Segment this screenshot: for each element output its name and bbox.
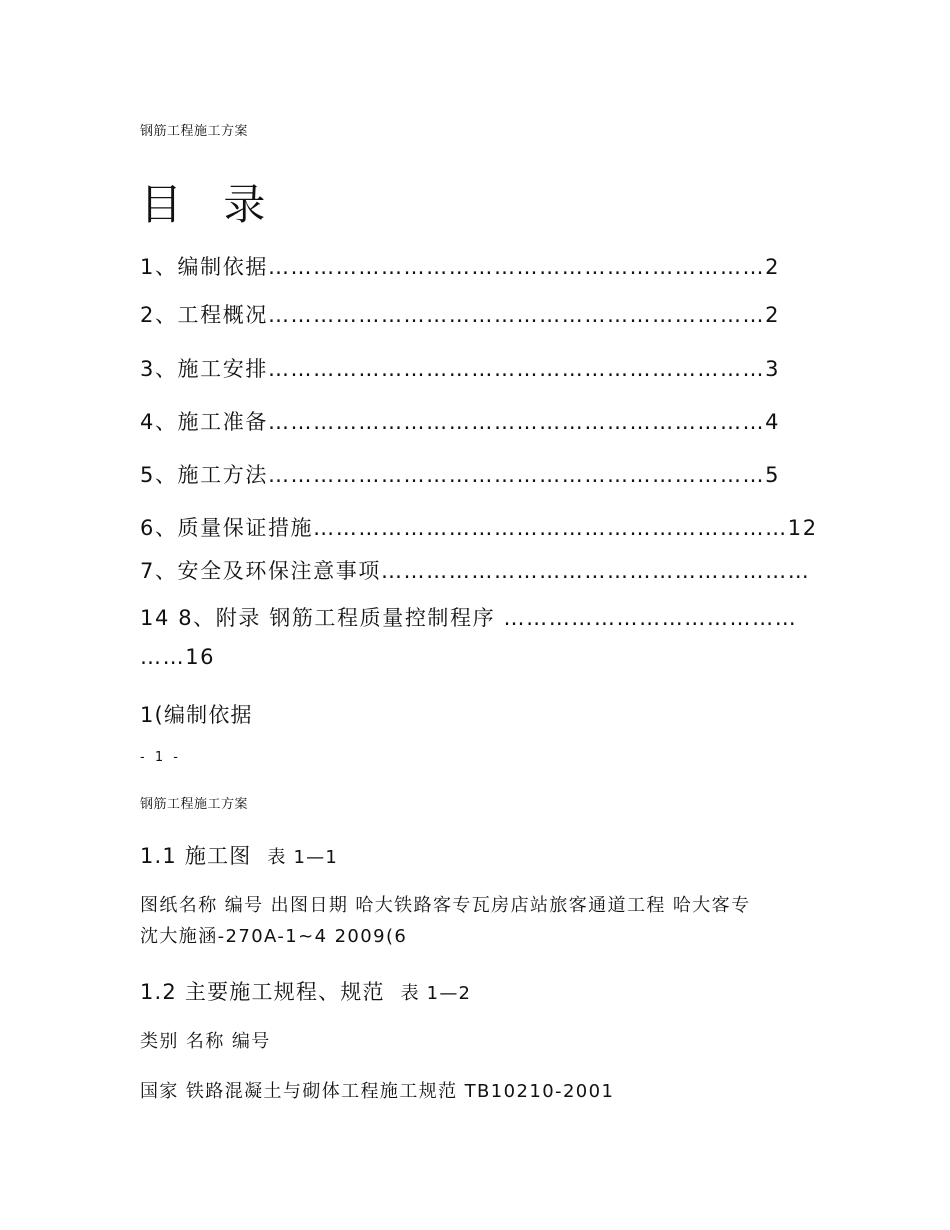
table-header-row: 类别 名称 编号 <box>140 1031 271 1052</box>
toc-entry: 4、施工准备…………………………………………………………4 <box>140 410 781 434</box>
toc-entry: 1、编制依据…………………………………………………………2 <box>140 255 781 279</box>
body-text: 图纸名称 编号 出图日期 哈大铁路客专瓦房店站旅客通道工程 哈大客专 <box>140 895 751 916</box>
toc-title: 目 录 <box>140 180 280 229</box>
toc-entry: 3、施工安排…………………………………………………………3 <box>140 357 781 381</box>
body-text: 沈大施涵-270A-1~4 2009(6 <box>140 926 408 947</box>
table-reference: 表 1—1 <box>267 847 339 868</box>
toc-entry: ……16 <box>140 645 216 669</box>
table-reference: 表 1—2 <box>400 983 472 1004</box>
section-heading: 1(编制依据 <box>140 703 253 727</box>
section-1-1-heading <box>140 840 338 870</box>
toc-entry: 5、施工方法…………………………………………………………5 <box>140 463 781 487</box>
toc-entry: 2、工程概况…………………………………………………………2 <box>140 303 781 327</box>
toc-entry: 6、质量保证措施………………………………………………………12 <box>140 516 818 540</box>
section-title: 1.2 主要施工规程、规范 <box>140 980 385 1004</box>
toc-entry: 7、安全及环保注意事项………………………………………………… <box>140 559 811 583</box>
toc-entry: 14 8、附录 钢筋工程质量控制程序 ………………………………… <box>140 606 798 630</box>
table-row: 国家 铁路混凝土与砌体工程施工规范 TB10210-2001 <box>140 1081 615 1102</box>
section-1-2-heading <box>140 976 471 1006</box>
page-header: 钢筋工程施工方案 <box>140 797 249 812</box>
page-header: 钢筋工程施工方案 <box>140 124 249 139</box>
section-title: 1.1 施工图 <box>140 844 252 868</box>
page-number: - 1 - <box>140 750 181 765</box>
